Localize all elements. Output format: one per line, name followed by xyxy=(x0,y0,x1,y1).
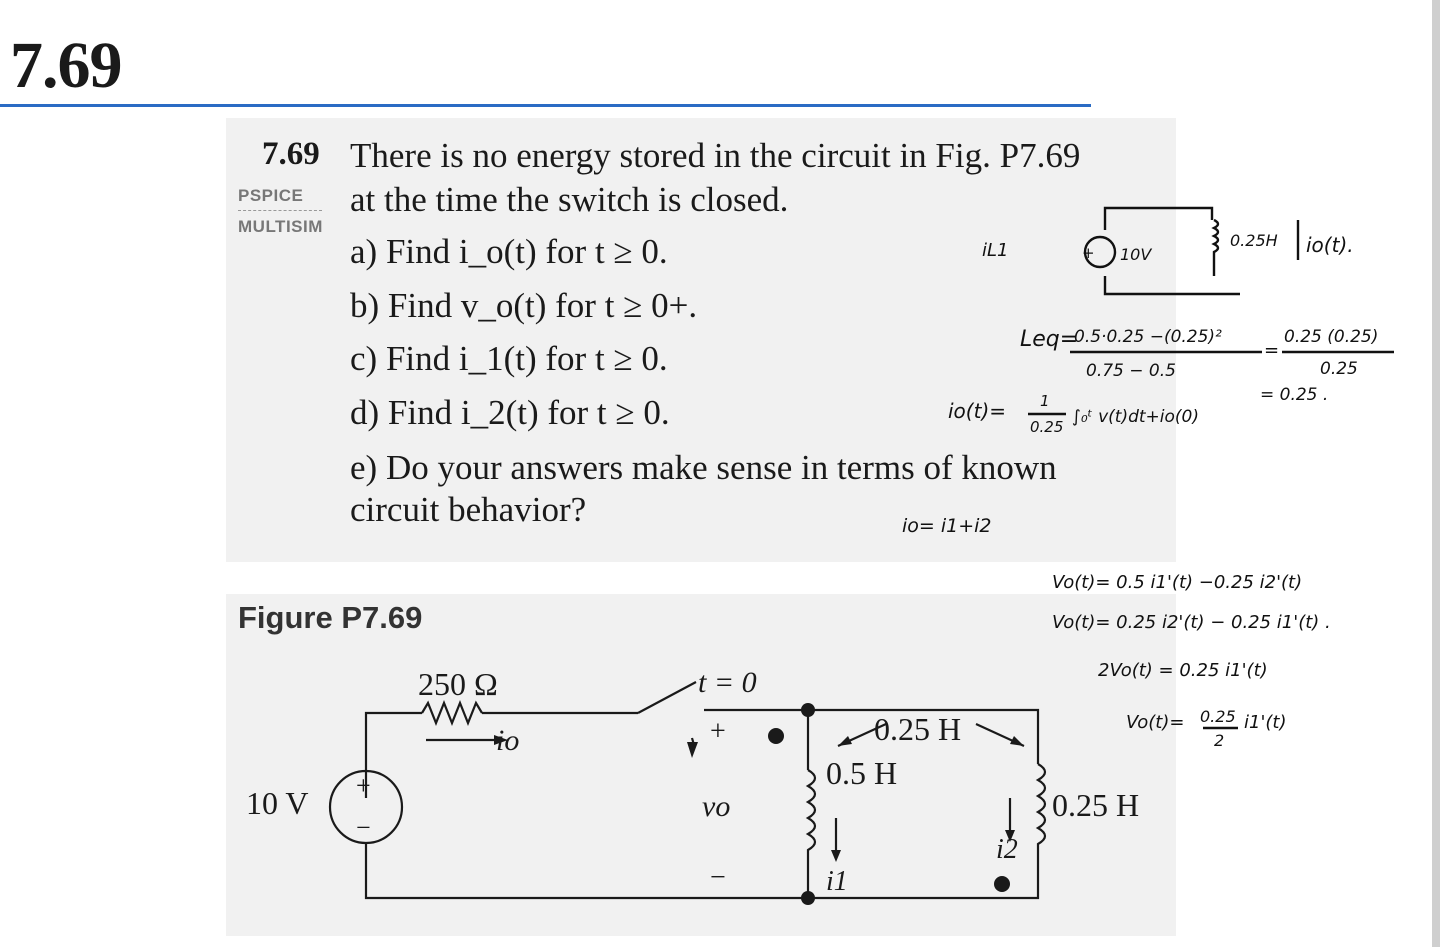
switch-label: t = 0 xyxy=(698,666,757,699)
hw-leq-den2: 0.25 xyxy=(1320,359,1358,379)
node-bottom xyxy=(801,891,815,905)
switch-blade xyxy=(638,682,696,713)
handwritten-notes xyxy=(900,190,1430,750)
hw-io-coef-den: 0.25 xyxy=(1030,418,1064,436)
hw-eq-sign: = xyxy=(1264,340,1280,361)
part-a-label: a) xyxy=(350,232,378,271)
part-e-label: e) xyxy=(350,448,378,487)
hw-eq4-num: 0.25 xyxy=(1200,707,1236,726)
hw-io-lhs: io(t)= xyxy=(948,399,1006,423)
vo-minus: − xyxy=(710,862,726,893)
problem-number: 7.69 xyxy=(262,136,320,172)
hw-eq3: 2Vo(t) = 0.25 i1'(t) xyxy=(1098,660,1268,681)
window-edge xyxy=(1432,0,1440,947)
hw-leq-num: 0.5·0.25 −(0.25)² xyxy=(1074,327,1222,347)
mutual-label: 0.25 H xyxy=(874,711,962,747)
hw-eq4-den: 2 xyxy=(1214,731,1225,750)
hw-sketch-bottom xyxy=(1105,276,1240,294)
dot-left xyxy=(768,728,784,744)
hw-inductor-label: 0.25H xyxy=(1230,231,1278,250)
resistor-label: 250 Ω xyxy=(418,666,498,702)
wire-bottom xyxy=(366,843,808,898)
hw-current: io(t). xyxy=(1306,233,1354,257)
node-top xyxy=(801,703,815,717)
part-a xyxy=(350,232,668,272)
part-b xyxy=(350,286,697,326)
figure-label: Figure P7.69 xyxy=(238,600,423,635)
part-d xyxy=(350,393,670,433)
part-b-text: Find v_o(t) for t ≥ 0+. xyxy=(387,286,698,325)
hw-source: 10V xyxy=(1120,245,1152,264)
part-c-label: c) xyxy=(350,339,378,378)
page-title: 7.69 xyxy=(10,29,122,102)
part-a-text: Find i_o(t) for t ≥ 0. xyxy=(385,232,668,271)
source-plus: + xyxy=(356,771,371,800)
hw-inductor xyxy=(1214,220,1218,276)
hw-leq-num2: 0.25 (0.25) xyxy=(1284,327,1379,347)
vo-plus: + xyxy=(710,716,726,747)
hw-plus: + xyxy=(1082,244,1095,262)
tag-pspice: PSPICE xyxy=(238,186,304,205)
hw-iL1: iL1 xyxy=(982,240,1009,261)
dot-right xyxy=(994,876,1010,892)
i2-label: i2 xyxy=(996,834,1018,865)
statement-line-2: at the time the switch is closed. xyxy=(350,180,789,219)
part-c-text: Find i_1(t) for t ≥ 0. xyxy=(385,339,668,378)
left-inductor-label: 0.5 H xyxy=(826,755,898,791)
part-d-text: Find i_2(t) for t ≥ 0. xyxy=(387,393,670,432)
io-label: io xyxy=(496,724,520,757)
hw-leq-den: 0.75 − 0.5 xyxy=(1086,361,1176,381)
resistor-250 xyxy=(422,703,482,723)
hw-leq-lhs: Leq= xyxy=(1020,327,1079,352)
statement-line-1: There is no energy stored in the circuit in Fig. P7.69 xyxy=(350,136,1081,175)
vo-label: vo xyxy=(702,790,731,823)
part-c xyxy=(350,339,668,379)
i1-label: i1 xyxy=(826,866,848,897)
part-b-label: b) xyxy=(350,286,380,325)
source-minus: − xyxy=(356,813,371,842)
hw-io-integral: ∫₀ᵗ v(t)dt+io(0) xyxy=(1072,407,1199,427)
hw-leq-result: = 0.25 . xyxy=(1260,385,1329,405)
title-underline xyxy=(0,104,1091,107)
tag-divider xyxy=(238,210,322,211)
hw-io-coef-num: 1 xyxy=(1040,392,1050,410)
inductor-0-5H xyxy=(808,770,815,898)
part-e-text: Do your answers make sense in terms of known circuit behavior? xyxy=(350,448,1057,529)
part-d-label: d) xyxy=(350,393,380,432)
hw-eq4-rhs: i1'(t) xyxy=(1244,712,1287,733)
hw-eq4-lhs: Vo(t)= xyxy=(1126,712,1185,733)
source-label: 10 V xyxy=(246,785,309,821)
hw-eq1: Vo(t)= 0.5 i1'(t) −0.25 i2'(t) xyxy=(1052,572,1303,593)
hw-eq2: Vo(t)= 0.25 i2'(t) − 0.25 i1'(t) . xyxy=(1052,612,1331,633)
tag-multisim: MULTISIM xyxy=(238,217,323,236)
right-inductor-label: 0.25 H xyxy=(1052,787,1140,823)
hw-kcl: io= i1+i2 xyxy=(902,515,992,537)
hw-sketch-top xyxy=(1105,208,1212,230)
